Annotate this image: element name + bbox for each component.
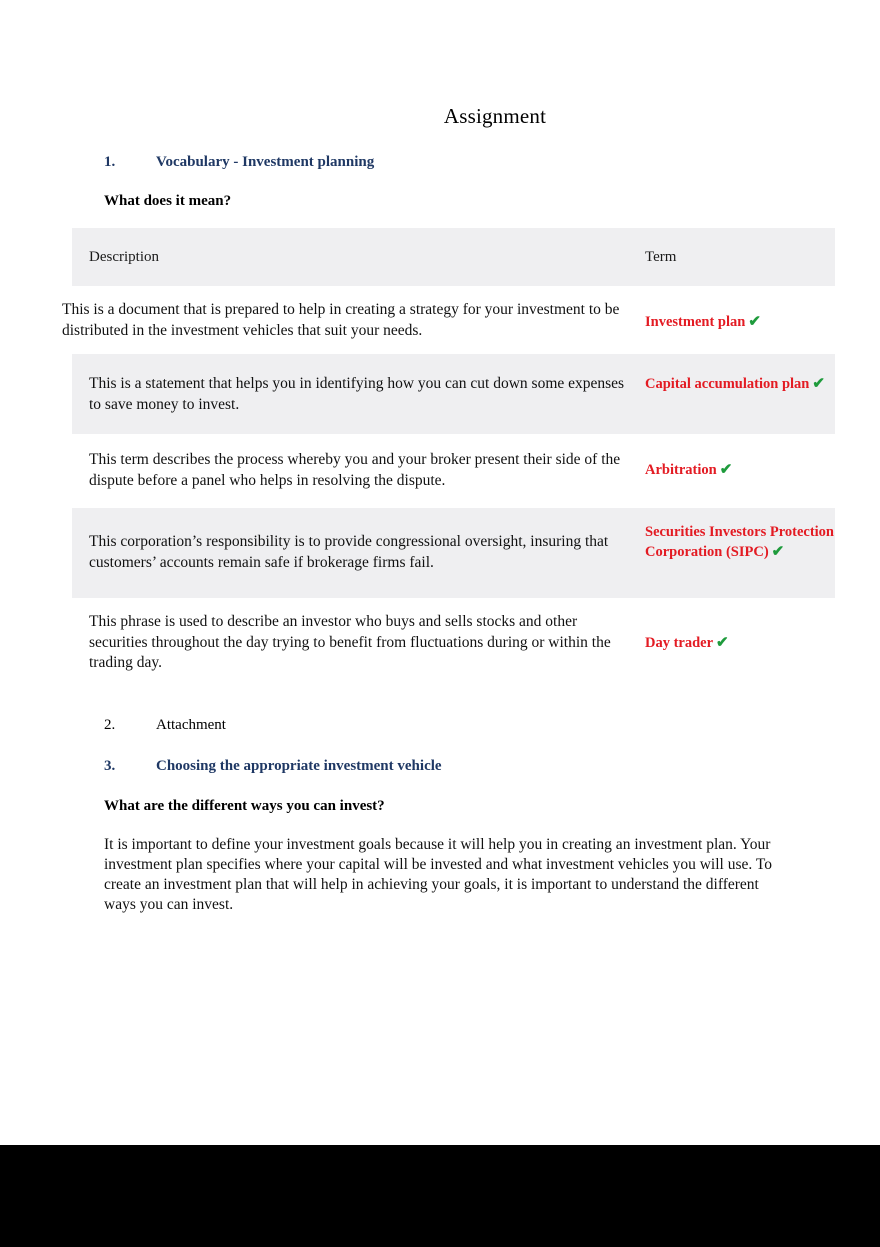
page-title (0, 103, 880, 129)
cell-term (645, 522, 835, 562)
section-number-3: 3. (104, 758, 116, 774)
cell-term (645, 633, 835, 653)
sub-question-1: What does it mean? (104, 193, 232, 209)
table-row (72, 434, 835, 508)
table-row (72, 508, 835, 598)
cell-description: This is a document that is prepared to help in creating a strategy for your investment to be distributed in the investment vehicles that suit your needs. (62, 301, 620, 339)
section-title-2: Attachment (156, 717, 226, 733)
cell-term (645, 312, 835, 332)
table-header-row (72, 228, 835, 286)
section-number-2: 2. (104, 717, 116, 733)
term-text: Securities Investors Protection Corporation (SIPC) (645, 524, 834, 560)
section-number-1: 1. (104, 154, 116, 170)
checkmark-icon: ✔ (771, 544, 785, 560)
cell-term (645, 460, 835, 480)
cell-description: This corporation’s responsibility is to provide congressional oversight, insuring that customers’ accounts remain safe if brokerage firms fail. (89, 533, 609, 571)
column-header-term: Term (645, 249, 677, 265)
column-header-description: Description (89, 249, 159, 265)
term-text: Arbitration (645, 462, 717, 478)
sub-question-3: What are the different ways you can invest? (104, 798, 385, 814)
bottom-black-band (0, 1145, 880, 1247)
section-title-3: Choosing the appropriate investment vehicle (156, 758, 442, 774)
checkmark-icon: ✔ (716, 635, 729, 651)
table-row (72, 598, 835, 691)
term-text: Capital accumulation plan (645, 376, 810, 392)
checkmark-icon: ✔ (748, 314, 761, 330)
cell-description: This phrase is used to describe an investor who buys and sells stocks and other securities throughout the day trying to benefit from fluctuations during or within the trading day. (89, 613, 611, 671)
table-row (72, 354, 835, 434)
checkmark-icon: ✔ (719, 462, 733, 478)
cell-term (645, 374, 835, 394)
cell-description: This term describes the process whereby you and your broker present their side of the dispute before a panel who helps in resolving the dispute. (89, 451, 621, 489)
section-heading-2 (104, 715, 226, 735)
section-title-1: Vocabulary - Investment planning (156, 154, 375, 170)
term-text: Day trader (645, 635, 714, 651)
section-heading-1 (104, 152, 374, 172)
term-text: Investment plan (645, 314, 746, 330)
body-paragraph: It is important to define your investment goals because it will help you in creating an investment plan. Your investment plan specifies where your capital will be invested and what investment vehicles you will use. To create an investment plan that will help in achieving your goals, it is important to understand the different ways you can invest. (104, 836, 772, 913)
page-title-text: Assignment (443, 104, 547, 128)
section-heading-3 (104, 756, 442, 776)
checkmark-icon: ✔ (812, 376, 825, 392)
table-row (62, 286, 835, 354)
cell-description: This is a statement that helps you in identifying how you can cut down some expenses to save money to invest. (89, 375, 625, 413)
vocabulary-table (62, 228, 835, 691)
